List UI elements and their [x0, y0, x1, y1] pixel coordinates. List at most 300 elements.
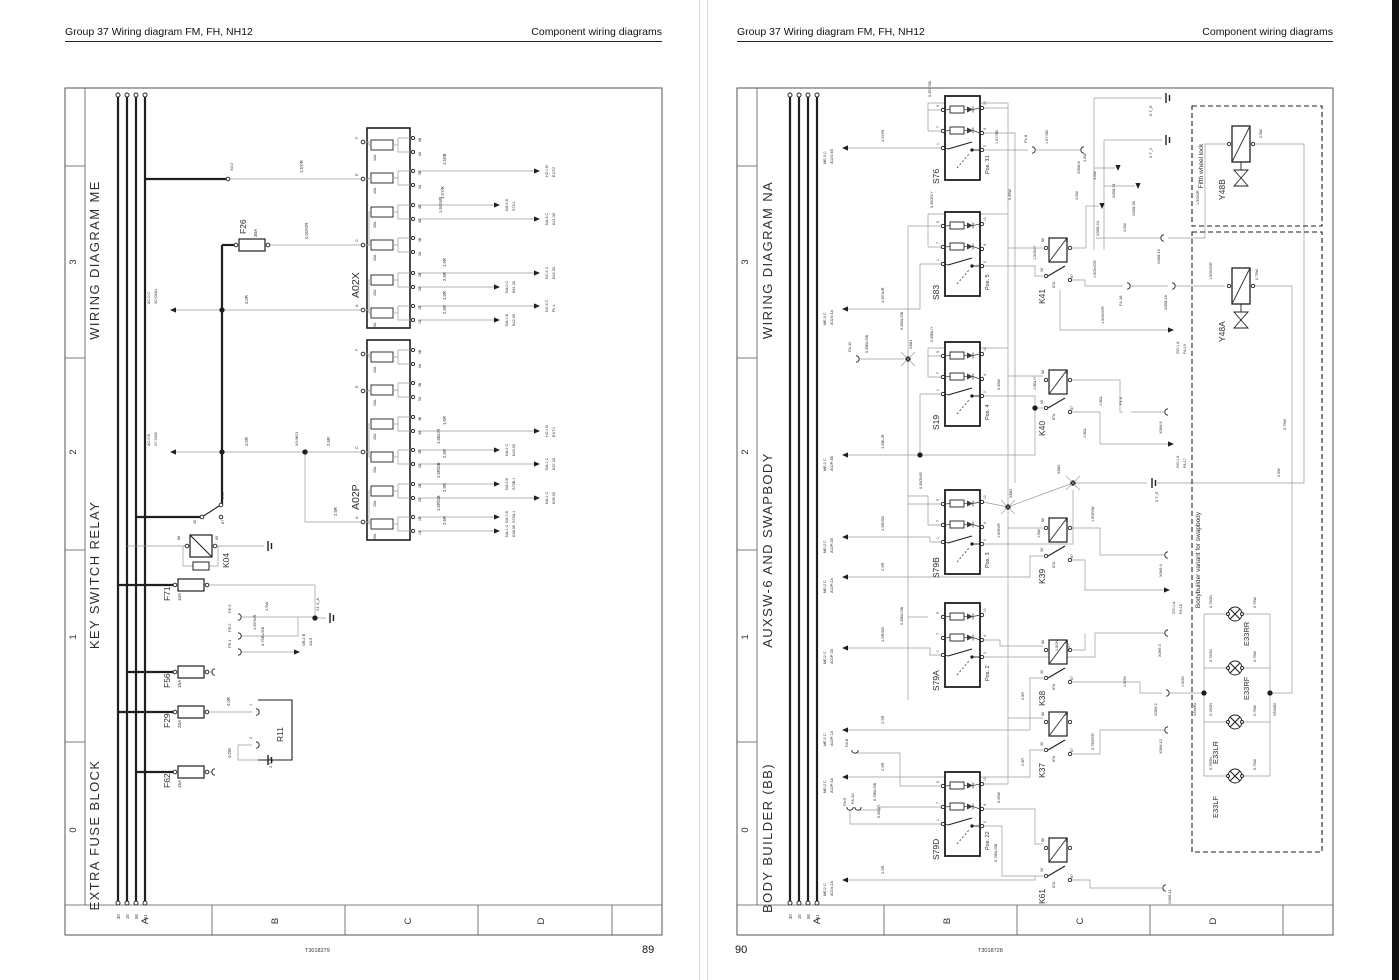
label: 0.75W [1253, 759, 1257, 770]
label: 0.35GN/R [919, 472, 923, 489]
label: 87 [1070, 748, 1074, 752]
label: GG:1 A [1176, 455, 1180, 468]
label: PL:8 [1023, 134, 1028, 143]
pin [125, 93, 129, 97]
pin [234, 243, 238, 247]
label: F62 [162, 773, 172, 788]
pin [980, 542, 983, 545]
pin [1044, 406, 1047, 409]
wire [983, 633, 1164, 657]
grid-row-label: 1 [68, 634, 79, 640]
wire [1157, 144, 1304, 483]
pin [1241, 721, 1244, 724]
label: K38.30 [512, 524, 516, 537]
pin [941, 822, 944, 825]
fuse-icon [371, 140, 393, 150]
label: K37 [1037, 762, 1047, 778]
label: 6A [418, 151, 422, 156]
label: C [354, 446, 359, 449]
pin [361, 450, 365, 454]
label: X0:CM11 [154, 288, 158, 304]
relay-lever [1048, 740, 1065, 750]
label: 1.5GN/GR [1209, 262, 1213, 280]
pin [980, 352, 983, 355]
label: 30A [253, 228, 258, 237]
label: 87A [1052, 561, 1056, 568]
pin [411, 395, 414, 398]
pin [971, 543, 973, 545]
component-line [202, 506, 219, 517]
pin [980, 377, 983, 380]
label: 1.5GN [1181, 676, 1185, 687]
label: 2.T_D [268, 757, 273, 768]
pin [1044, 748, 1047, 751]
grid-row-label: 2 [740, 449, 751, 455]
label: 30 [1040, 268, 1044, 272]
pin [980, 807, 983, 810]
section-title: WIRING DIAGRAM ME [87, 180, 102, 340]
label: K42.30 [512, 313, 516, 326]
label: 3A [418, 251, 422, 256]
page-spine-line [699, 0, 700, 980]
label: 87A [221, 492, 225, 499]
pin [941, 224, 944, 227]
label: 2.5R [1021, 691, 1025, 700]
label: 6B [418, 349, 422, 354]
label: FA:16 [1179, 604, 1183, 614]
component-box [950, 127, 964, 134]
label: 0.75GR/R [1091, 733, 1095, 750]
grid-col-label: C [403, 917, 414, 925]
label: 87A [1052, 881, 1056, 888]
grid-col-label: A [812, 917, 823, 925]
label: 6.T_E [1148, 105, 1153, 116]
offpage-arrow-icon [842, 774, 848, 779]
label: K41.30 [552, 212, 556, 225]
label: 1A [418, 319, 422, 324]
offpage-arrow-icon [842, 574, 848, 579]
label: 4A [418, 430, 422, 435]
label: K39.30 [552, 491, 556, 504]
label: 0.35W [997, 792, 1001, 803]
label: S79D [931, 838, 941, 860]
label: 0.35BL/SB [900, 311, 904, 330]
label: 1.5GN/GR [1093, 260, 1097, 278]
label: OB:2 B [302, 633, 306, 646]
label: 15A [373, 466, 377, 473]
label: 15A [177, 779, 182, 788]
label: 2 [983, 821, 987, 823]
label: 0.75W [1255, 269, 1259, 280]
label: 4.0W [1075, 191, 1079, 200]
label: E33LR [1211, 741, 1220, 764]
pin [125, 901, 129, 905]
component-box [950, 500, 964, 507]
label: E33RR [1242, 621, 1251, 646]
pin [980, 500, 983, 503]
label: X066:2 [1153, 703, 1158, 716]
pin [1044, 526, 1047, 529]
pin [1068, 378, 1071, 381]
label: S79B [931, 557, 941, 578]
label: ME:2 C [823, 780, 827, 793]
pin [1068, 720, 1071, 723]
label: 1.5GN [1123, 676, 1127, 687]
page-number: 90 [735, 944, 748, 956]
pin [411, 250, 414, 253]
pin [788, 93, 792, 97]
label: 1 [936, 537, 940, 539]
connector-stub-icon [856, 356, 859, 362]
wire [844, 648, 945, 655]
pin [941, 784, 944, 787]
label: S79A [931, 670, 941, 691]
label: PL:6 [1118, 396, 1123, 405]
label: 4B [418, 204, 422, 209]
label: A02X:4B [830, 149, 834, 164]
component-box [950, 106, 964, 113]
wire [945, 377, 950, 378]
pin [205, 770, 209, 774]
pin [411, 318, 414, 321]
label: 1.5BL/Y [1033, 376, 1037, 390]
label: Bodybuilder variant for swapbody [1195, 511, 1202, 609]
label: 4.0W [1123, 223, 1127, 232]
pin [1251, 284, 1254, 287]
grid-row-label: 3 [740, 259, 751, 265]
pin [1068, 246, 1071, 249]
label: A02P:2A [830, 578, 834, 593]
label: 1.5GN/R [252, 614, 257, 630]
component-box [950, 243, 964, 250]
connector-stub-icon [256, 709, 259, 715]
pin [980, 148, 983, 151]
label: 7 [936, 242, 940, 244]
label: FE:2 [227, 623, 232, 632]
label: 2 [983, 261, 987, 263]
label: 5B [418, 382, 422, 387]
offpage-arrow-icon [494, 481, 500, 486]
bus-label: 15 [125, 914, 130, 919]
label: 5A [418, 184, 422, 189]
label: 2.5R [880, 715, 885, 724]
wire [983, 809, 1043, 844]
label: 7 [936, 372, 940, 374]
junction-dot [1202, 691, 1206, 695]
wire [1070, 280, 1123, 286]
valve-icon [1234, 320, 1248, 328]
offpage-arrow-icon [494, 317, 500, 322]
label: 4A [418, 218, 422, 223]
pin [173, 770, 177, 774]
component-box [950, 373, 964, 380]
label: X0:ME1 [294, 431, 299, 446]
offpage-arrow-icon [842, 534, 848, 539]
label: 4.0R [244, 295, 249, 304]
wire [1070, 528, 1164, 555]
pin [797, 901, 801, 905]
pin [980, 131, 983, 134]
offpage-arrow-icon [494, 202, 500, 207]
connector-stub-icon [238, 649, 241, 655]
offpage-arrow-icon [494, 447, 500, 452]
fuse-icon [371, 385, 393, 395]
offpage-arrow-icon [170, 449, 176, 454]
label: X5W81 [1192, 702, 1197, 716]
fuse-icon [371, 240, 393, 250]
pin [1227, 667, 1230, 670]
label: ME:2 C [823, 580, 827, 593]
label: 87A [1052, 413, 1056, 420]
pin [411, 304, 414, 307]
wire [1070, 380, 1123, 412]
label: 87 [1070, 274, 1074, 278]
label: NA:4 B [505, 198, 509, 211]
label: 1.5Y/R [880, 129, 885, 142]
pin [1044, 720, 1047, 723]
label: 30 [1040, 400, 1044, 404]
pin [815, 93, 819, 97]
label: 1 [936, 259, 940, 261]
label: 2.5W [1259, 129, 1263, 138]
label: 87A [1052, 755, 1056, 762]
connector-stub-icon [238, 633, 241, 639]
pin [1044, 648, 1047, 651]
pin [980, 247, 983, 250]
label: 1.5R/SB [880, 627, 885, 642]
label: ME:2 C [823, 883, 827, 896]
label: 4 [983, 128, 987, 130]
wire [1060, 290, 1170, 330]
pin [980, 106, 983, 109]
label: X066:4 [1158, 564, 1163, 577]
pin [226, 177, 230, 181]
connector-stub-icon [847, 807, 853, 810]
fuse-icon [371, 308, 393, 318]
pin [361, 389, 365, 393]
label: 1.5GN/R [880, 287, 885, 303]
pin [941, 523, 944, 526]
connector-stub-icon [1127, 283, 1130, 289]
label: 4 [983, 522, 987, 524]
pin [411, 348, 414, 351]
header-left-text: Group 37 Wiring diagram FM, FH, NH12 [737, 26, 925, 38]
offpage-arrow-icon [534, 168, 540, 173]
offpage-arrow-icon [1135, 183, 1140, 189]
pin [971, 395, 973, 397]
relay-lever [1048, 398, 1065, 408]
label: XA:9 [309, 637, 313, 646]
label: 1B [418, 305, 422, 310]
pin [143, 93, 147, 97]
pin [411, 482, 414, 485]
label: E33LF [1211, 795, 1220, 818]
label: 7 [936, 633, 940, 635]
fuse-icon [371, 419, 393, 429]
label: 15A [373, 533, 377, 540]
label: 2 [249, 736, 253, 739]
junction-dot [918, 453, 922, 457]
pin [1241, 613, 1244, 616]
label: F29 [162, 713, 172, 728]
bus-label: 61 [143, 914, 148, 919]
offpage-arrow-icon [534, 428, 540, 433]
label: 1.5BL [1083, 428, 1087, 438]
label: S76 [931, 168, 941, 184]
label: 10 [983, 347, 987, 351]
pin [941, 245, 944, 248]
offpage-arrow-icon [534, 216, 540, 221]
label: A [354, 516, 359, 519]
label: X066:12 [1158, 739, 1163, 754]
label: NC:3 C [545, 299, 549, 312]
bus-label: 30 [116, 914, 121, 919]
label: 30 [193, 519, 197, 524]
label: K61.30 [512, 280, 516, 293]
label: S19 [931, 414, 941, 430]
grid-col-label: C [1075, 917, 1086, 925]
offpage-arrow-icon [1168, 327, 1174, 332]
label: 2.5R [1021, 757, 1025, 766]
label: 1.5W [1037, 529, 1041, 538]
label: 9 [936, 612, 940, 614]
wire [844, 556, 1043, 577]
label: 6B [418, 137, 422, 142]
pin [411, 169, 414, 172]
pin [266, 243, 270, 247]
label: FE:1 [227, 639, 232, 648]
pin [1068, 846, 1071, 849]
pin [361, 140, 365, 144]
label: 1.5R/SB [436, 495, 441, 511]
label: A02P:3A [830, 778, 834, 793]
offpage-arrow-icon [494, 284, 500, 289]
label: 0.35GN/Y [930, 191, 934, 208]
pin [1044, 846, 1047, 849]
label: 3B [418, 449, 422, 454]
junction-dot [313, 616, 317, 620]
wire [1253, 286, 1292, 693]
pin [941, 146, 944, 149]
grid-row-label: 3 [68, 259, 79, 265]
label: Y48A [1217, 321, 1227, 342]
wire [241, 617, 298, 636]
connector-stub-icon [238, 614, 241, 620]
wire [983, 266, 1043, 276]
label: X058:31 [1111, 183, 1116, 198]
pin [980, 394, 983, 397]
label: A02P [350, 484, 362, 510]
label: 1.5GN/R [997, 523, 1001, 538]
label: 1.5Y/R [299, 160, 304, 173]
label: X058:19 [1156, 249, 1161, 264]
component-box [193, 562, 209, 570]
pin [411, 381, 414, 384]
wire [1070, 682, 1162, 693]
label: X0:2 [229, 162, 234, 171]
label: 2 [983, 539, 987, 541]
pin [411, 496, 414, 499]
section-title: EXTRA FUSE BLOCK [87, 759, 102, 911]
label: S79B.1 [512, 477, 516, 490]
pin [980, 638, 983, 641]
section-title: AUXSW-6 AND SWAPBODY [760, 452, 775, 648]
valve-icon [1234, 312, 1248, 320]
label: 20A [177, 719, 182, 728]
wire [945, 786, 950, 787]
label: 1.5Y/SB [995, 130, 999, 144]
label: 1.5GN/R [438, 196, 443, 213]
label: EXT:1 [552, 426, 556, 437]
pin [1241, 667, 1244, 670]
label: ME:3 C [823, 312, 827, 325]
label: A02X:4A [830, 310, 834, 325]
label: E [354, 173, 359, 176]
fuse-icon [178, 666, 204, 678]
header-right-text: Component wiring diagrams [531, 26, 662, 38]
label: K61 [1037, 888, 1047, 904]
label: 10 [983, 101, 987, 105]
grid-row-label: 0 [68, 827, 79, 833]
label: 15A [373, 289, 377, 296]
pin [1044, 246, 1047, 249]
grid-col-label: D [1208, 917, 1219, 925]
pin [941, 129, 944, 132]
label: X066:3 [1157, 644, 1162, 657]
pin [411, 217, 414, 220]
wire [844, 750, 1043, 777]
valve-icon [1234, 170, 1248, 178]
label: 30 [1040, 548, 1044, 552]
pin [1044, 554, 1047, 557]
pin [361, 243, 365, 247]
label: 10A [373, 187, 377, 194]
page-spine-line [707, 0, 708, 980]
fuse-icon [371, 519, 393, 529]
label: 10A [177, 592, 182, 601]
pin [411, 429, 414, 432]
label: 1.5BL [1099, 396, 1103, 406]
label: 86 [1041, 838, 1045, 842]
pin [205, 710, 209, 714]
label: 2 [983, 145, 987, 147]
pin [411, 136, 414, 139]
label: X058:18 [1163, 295, 1168, 310]
component-box [950, 222, 964, 229]
grid-col-label: B [942, 917, 953, 925]
label: 0.75GN [1209, 756, 1213, 770]
fuse-icon [178, 766, 204, 778]
offpage-arrow-icon [534, 303, 540, 308]
label: 1.5Y/SB [1045, 130, 1049, 144]
wire [945, 247, 950, 248]
label: 1.5GN/GR [1101, 306, 1105, 324]
pin [411, 529, 414, 532]
label: S79A.1 [512, 510, 516, 523]
label: 2.5R [880, 865, 885, 874]
label: 0.75W [1253, 705, 1257, 716]
label: 4.0GN/R [304, 222, 309, 239]
label: K39 [1037, 568, 1047, 584]
label: 85 [1065, 370, 1069, 374]
valve-icon [1234, 178, 1248, 186]
label: 0.35W [1008, 189, 1012, 200]
junction-dot [1268, 691, 1272, 695]
label: 4B [418, 416, 422, 421]
label: 9 [936, 781, 940, 783]
label: 1.5R [442, 416, 447, 425]
label: X7:CM3 [154, 432, 158, 446]
